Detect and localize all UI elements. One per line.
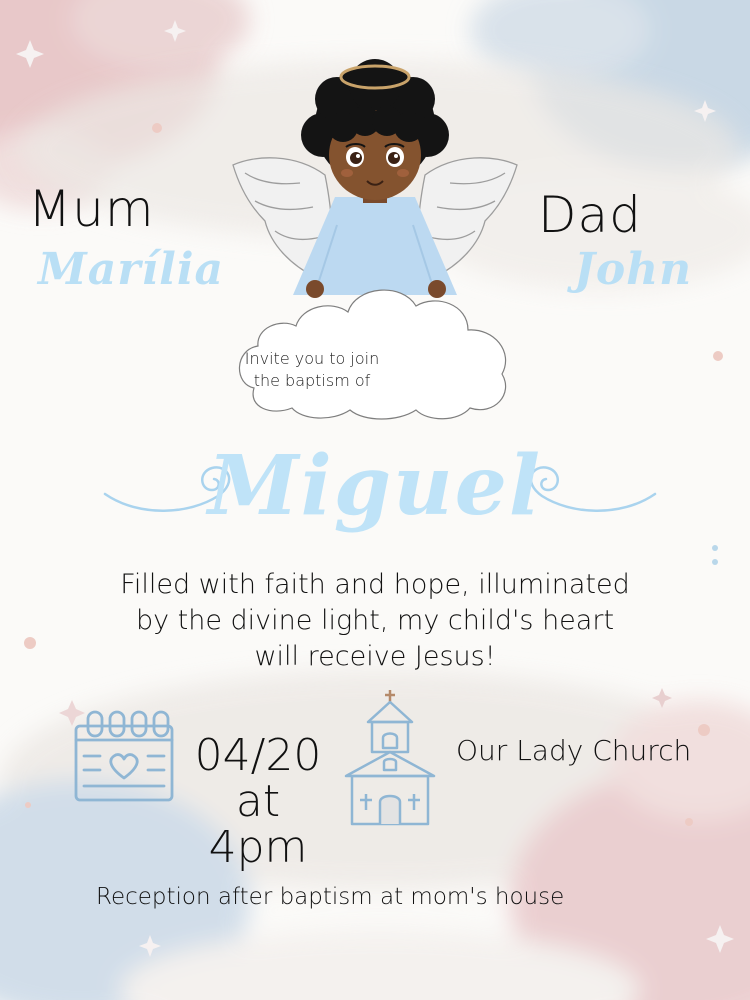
- invite-line-2: the baptism of: [253, 371, 371, 390]
- message: [0, 567, 750, 675]
- event-date-time: [188, 730, 328, 873]
- event-date: 04/20: [194, 730, 322, 781]
- church-icon: [340, 686, 440, 828]
- cloud-invite-text: [238, 348, 386, 392]
- mum-role: Mum: [28, 180, 155, 238]
- event-place: Our Lady Church: [456, 734, 692, 767]
- mum-name: Marília: [38, 244, 225, 295]
- child-name: Miguel: [207, 438, 543, 534]
- calendar-heart-icon: [70, 706, 180, 806]
- message-line-2: by the divine light, my child's heart: [135, 605, 615, 636]
- invite-line-1: Invite you to join: [244, 349, 380, 368]
- event-time: at 4pm: [208, 776, 308, 873]
- dad-name: John: [574, 244, 693, 295]
- reception-note: Reception after baptism at mom's house: [96, 884, 565, 910]
- message-line-3: will receive Jesus!: [254, 641, 496, 672]
- dad-role: Dad: [538, 186, 642, 244]
- message-line-1: Filled with faith and hope, illuminated: [120, 569, 630, 600]
